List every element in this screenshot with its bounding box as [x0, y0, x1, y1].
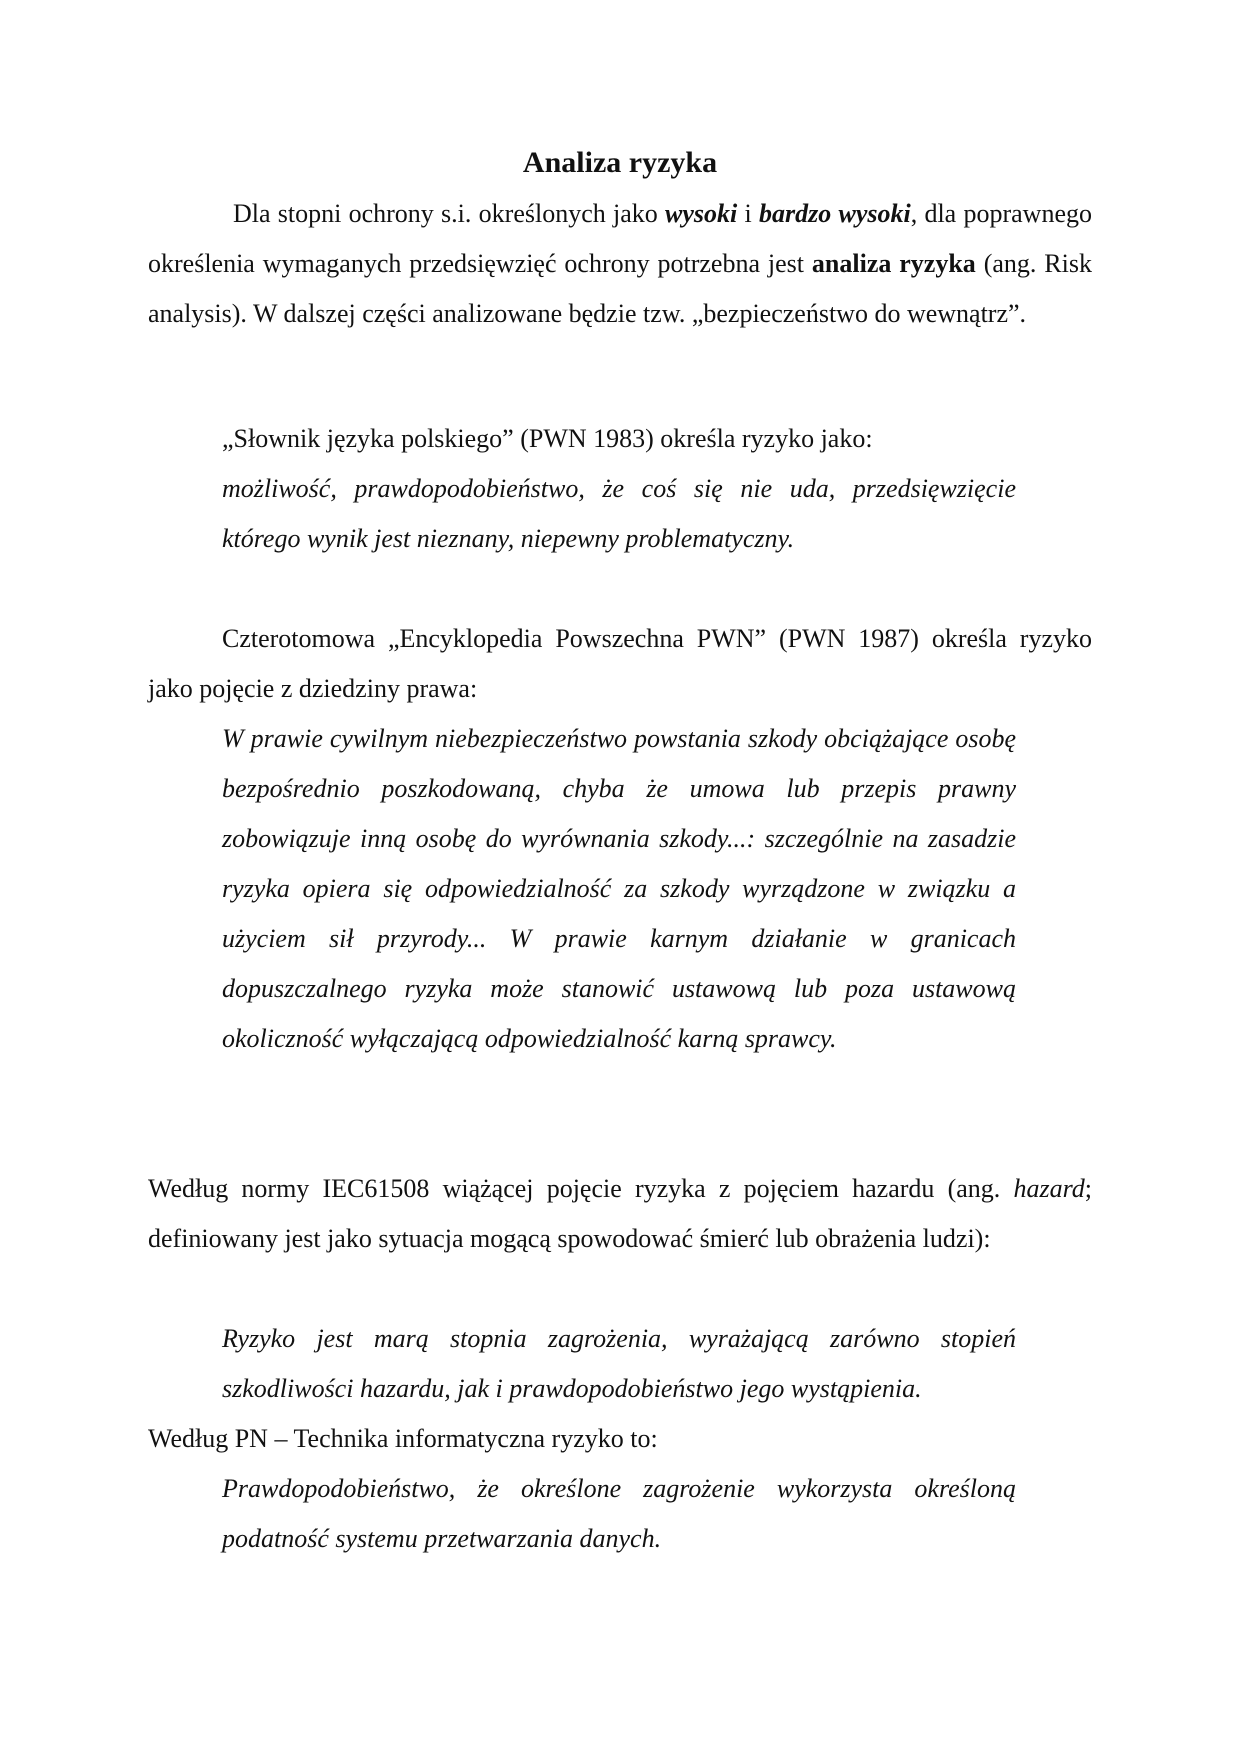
pn-intro: Według PN – Technika informatyczna ryzyko to:	[148, 1424, 658, 1453]
intro-text-1: Dla stopni ochrony s.i. określonych jako	[233, 199, 666, 228]
intro-text-2: i	[737, 199, 759, 228]
slownik-intro: „Słownik języka polskiego” (PWN 1983) określa ryzyko jako:	[222, 424, 873, 453]
intro-paragraph	[148, 189, 1092, 339]
iec-text-1: Według normy IEC61508 wiążącej pojęcie ryzyka z pojęciem hazardu (ang.	[148, 1174, 1014, 1203]
encyklopedia-quote: W prawie cywilnym niebezpieczeństwo powstania szkody obciążające osobę bezpośrednio poszkodowaną, chyba że umowa lub przepis prawny zobowiązuje inną osobę do wyrównania szkody...: szczególnie na zasadzie ryzyka opiera się odpowiedzialność za szkody wyrządzone w związku a użyciem sił przyrody... W prawie karnym działanie w granicach dopuszczalnego ryzyka może stanowić ustawową lub poza ustawową okoliczność wyłączającą odpowiedzialność karną sprawcy.	[222, 724, 1016, 1053]
emphasis-bardzo-wysoki: bardzo wysoki	[758, 199, 911, 228]
document-title: Analiza ryzyka	[522, 146, 718, 179]
slownik-quote: możliwość, prawdopodobieństwo, że coś się nie uda, przedsięwzięcie którego wynik jest nieznany, niepewny problematyczny.	[222, 474, 1016, 553]
emphasis-analiza-ryzyka: analiza ryzyka	[811, 249, 976, 278]
iec-text-2: ; definiowany jest jako sytuacja mogącą spowodować śmierć lub obrażenia ludzi):	[148, 1174, 1092, 1253]
iec-quote: Ryzyko jest marą stopnia zagrożenia, wyrażającą zarówno stopień szkodliwości hazardu, jak i prawdopodobieństwo jego wystąpienia.	[222, 1324, 1016, 1403]
iec-paragraph	[148, 1164, 1092, 1264]
emphasis-wysoki: wysoki	[665, 199, 738, 228]
pn-quote: Prawdopodobieństwo, że określone zagrożenie wykorzysta określoną podatność systemu przetwarzania danych.	[222, 1474, 1016, 1553]
intro-text-3: , dla poprawnego określenia wymaganych przedsięwzięć ochrony potrzebna jest	[148, 199, 1092, 278]
emphasis-hazard: hazard	[1013, 1174, 1085, 1203]
encyklopedia-intro: Czterotomowa „Encyklopedia Powszechna PWN” (PWN 1987) określa ryzyko jako pojęcie z dziedziny prawa:	[148, 624, 1092, 703]
intro-text-4: (ang. Risk analysis). W dalszej części analizowane będzie tzw. „bezpieczeństwo do wewnątrz”.	[148, 249, 1092, 328]
